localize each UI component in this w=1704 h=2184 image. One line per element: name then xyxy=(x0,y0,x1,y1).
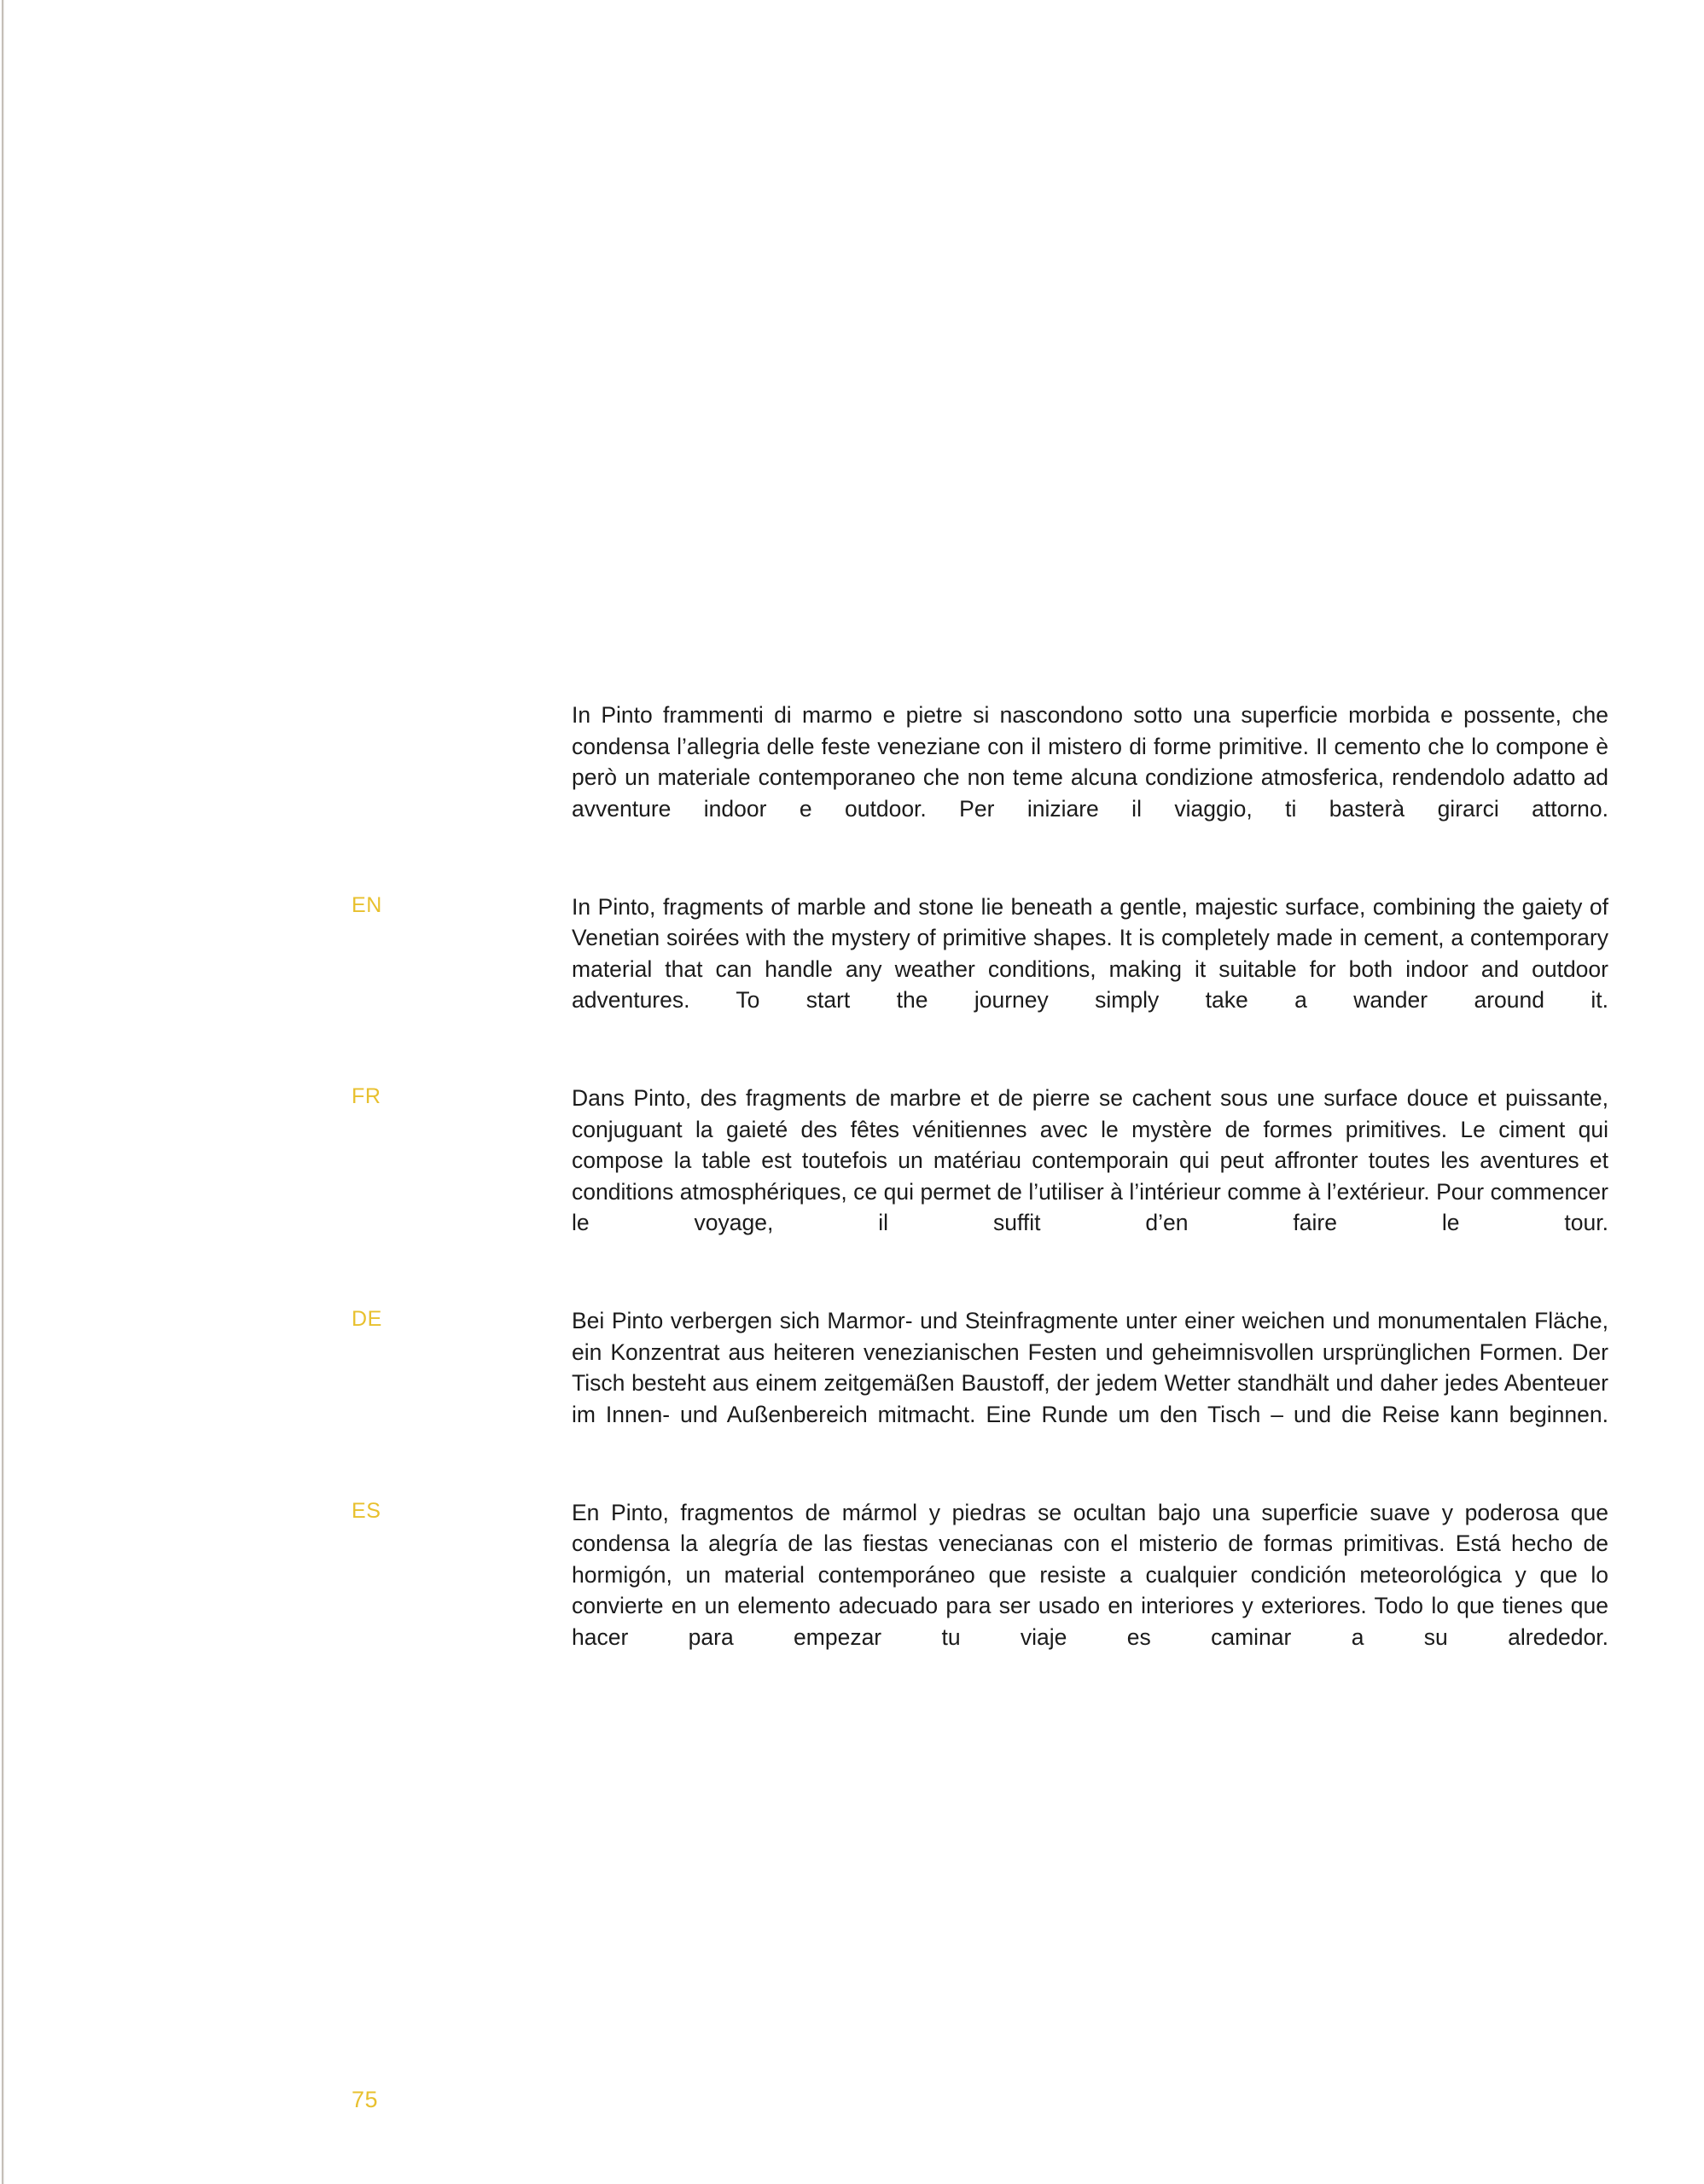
description-text-es: En Pinto, fragmentos de mármol y piedras se ocultan bajo una superficie suave y poderosa que condensa la alegría de las fiestas venecianas con el misterio de formas primitivas. Está hecho de hormigón, un material contemporáneo que resiste a cualquier condición meteorológica y que lo convierte en un elemento adecuado para ser usado en interiores y exteriores. Todo lo que tienes que hacer para empezar tu viaje es caminar a su alrededor. xyxy=(572,1499,1608,1650)
language-label-es: ES xyxy=(352,1498,381,1523)
description-text-de: Bei Pinto verbergen sich Marmor- und Steinfragmente unter einer weichen und monumentalen Fläche, ein Konzentrat aus heiteren venezianischen Festen und geheimnisvollen ursprünglichen Formen. Der Tisch besteht aus einem zeitgemäßen Baustoff, der jedem Wetter standhält und daher jedes Abenteuer im Innen- und Außenbereich mitmacht. Eine Runde um den Tisch – und die Reise kann beginnen. xyxy=(572,1308,1608,1427)
page-spine-edge xyxy=(2,0,4,2184)
language-block-es xyxy=(352,1497,1614,1684)
page-number: 75 xyxy=(352,2087,379,2112)
multilingual-description-section xyxy=(352,700,1614,1684)
description-text-en: In Pinto, fragments of marble and stone lie beneath a gentle, majestic surface, combining the gaiety of Venetian soirées with the mystery of primitive shapes. It is completely made in cement, a contemporary material that can handle any weather conditions, making it suitable for both indoor and outdoor adventures. To start the journey simply take a wander around it. xyxy=(572,893,1608,1013)
language-block-en xyxy=(352,892,1614,1048)
language-block-fr xyxy=(352,1083,1614,1269)
description-text-fr: Dans Pinto, des fragments de marbre et de pierre se cachent sous une surface douce et puissante, conjuguant la gaieté des fêtes vénitiennes avec le mystère de formes primitives. Le ciment qui compose la table est toutefois un matériau contemporain qui peut affronter toutes les aventures et conditions atmosphériques, ce qui permet de l’utiliser à l’intérieur comme à l’extérieur. Pour commencer le voyage, il suffit d’en faire le tour. xyxy=(572,1085,1608,1235)
language-label-en: EN xyxy=(352,892,382,917)
language-block-it xyxy=(352,700,1614,856)
language-label-de: DE xyxy=(352,1307,382,1331)
language-block-de xyxy=(352,1305,1614,1461)
language-label-fr: FR xyxy=(352,1084,381,1108)
description-text-it: In Pinto frammenti di marmo e pietre si nascondono sotto una superficie morbida e possente, che condensa l’allegria delle feste veneziane con il mistero di forme primitive. Il cemento che lo compone è però un materiale contemporaneo che non teme alcuna condizione atmosferica, rendendolo adatto ad avventure indoor e outdoor. Per iniziare il viaggio, ti basterà girarci attorno. xyxy=(572,702,1608,822)
